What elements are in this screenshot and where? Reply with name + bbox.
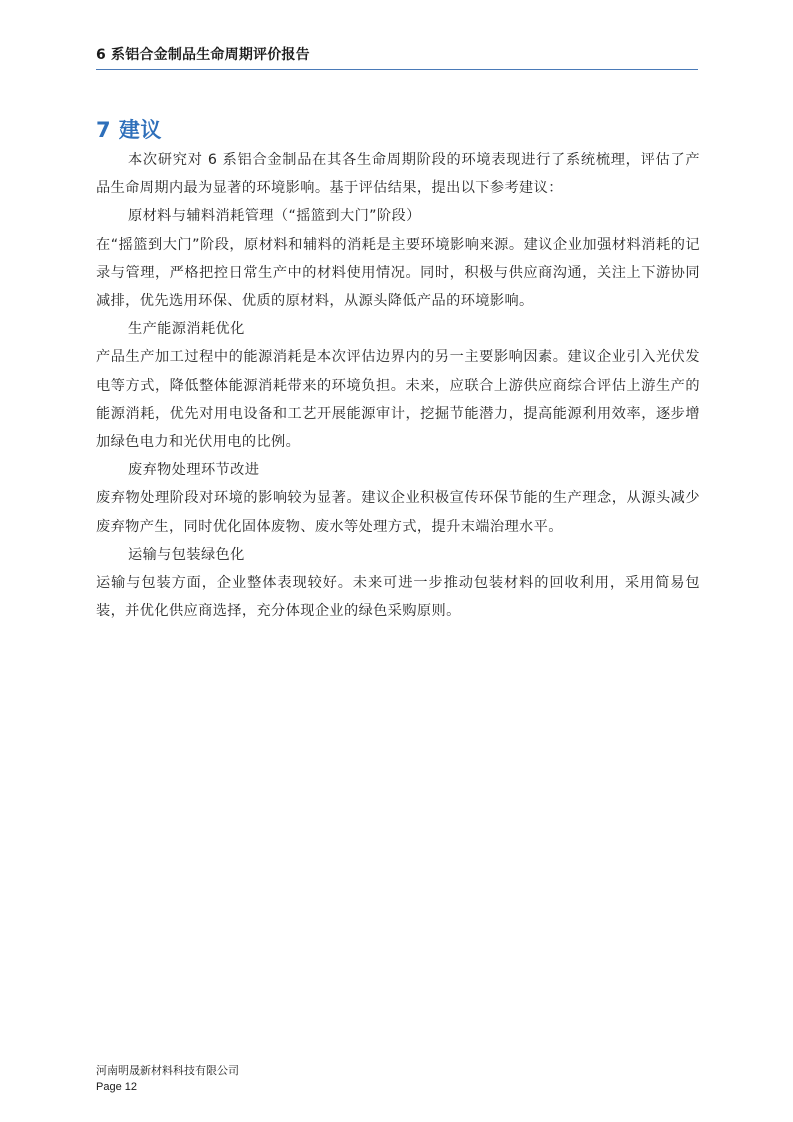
page-footer xyxy=(96,1063,239,1095)
paragraph-energy: 产品生产加工过程中的能源消耗是本次评估边界内的另一主要影响因素。建议企业引入光伏发电等方式，降低整体能源消耗带来的环境负担。未来，应联合上游供应商综合评估上游生产的能源消耗，优先对用电设备和工艺开展能源审计，挖掘节能潜力，提高能源利用效率，逐步增加绿色电力和光伏用电的比例。 xyxy=(96,349,700,451)
section-content xyxy=(96,146,700,625)
paragraph-transport-packaging: 运输与包装方面，企业整体表现较好。未来可进一步推动包装材料的回收利用，采用简易包装，并优化供应商选择，充分体现企业的绿色采购原则。 xyxy=(96,575,700,620)
paragraph-raw-materials: 在“摇篮到大门”阶段，原材料和辅料的消耗是主要环境影响来源。建议企业加强材料消耗的记录与管理，严格把控日常生产中的材料使用情况。同时，积极与供应商沟通，关注上下游协同减排，优先选用环保、优质的原材料，从源头降低产品的环境影响。 xyxy=(96,236,700,310)
footer-page-number: Page 12 xyxy=(96,1081,137,1093)
subheading-energy: 生产能源消耗优化 xyxy=(128,321,245,338)
paragraph-waste: 废弃物处理阶段对环境的影响较为显著。建议企业积极宣传环保节能的生产理念，从源头减少废弃物产生，同时优化固体废物、废水等处理方式，提升末端治理水平。 xyxy=(96,490,700,535)
page-header xyxy=(96,38,698,70)
section-heading: 7 建议 xyxy=(96,118,162,142)
header-title: 6 系铝合金制品生命周期评价报告 xyxy=(96,47,310,63)
subheading-waste: 废弃物处理环节改进 xyxy=(128,462,260,479)
subheading-transport-packaging: 运输与包装绿色化 xyxy=(128,546,245,563)
intro-paragraph: 本次研究对 6 系铝合金制品在其各生命周期阶段的环境表现进行了系统梳理，评估了产品生命周期内最为显著的环境影响。基于评估结果，提出以下参考建议： xyxy=(96,152,700,197)
footer-company: 河南明晟新材料科技有限公司 xyxy=(96,1065,239,1077)
subheading-raw-materials: 原材料与辅料消耗管理（“摇篮到大门”阶段） xyxy=(128,208,421,225)
